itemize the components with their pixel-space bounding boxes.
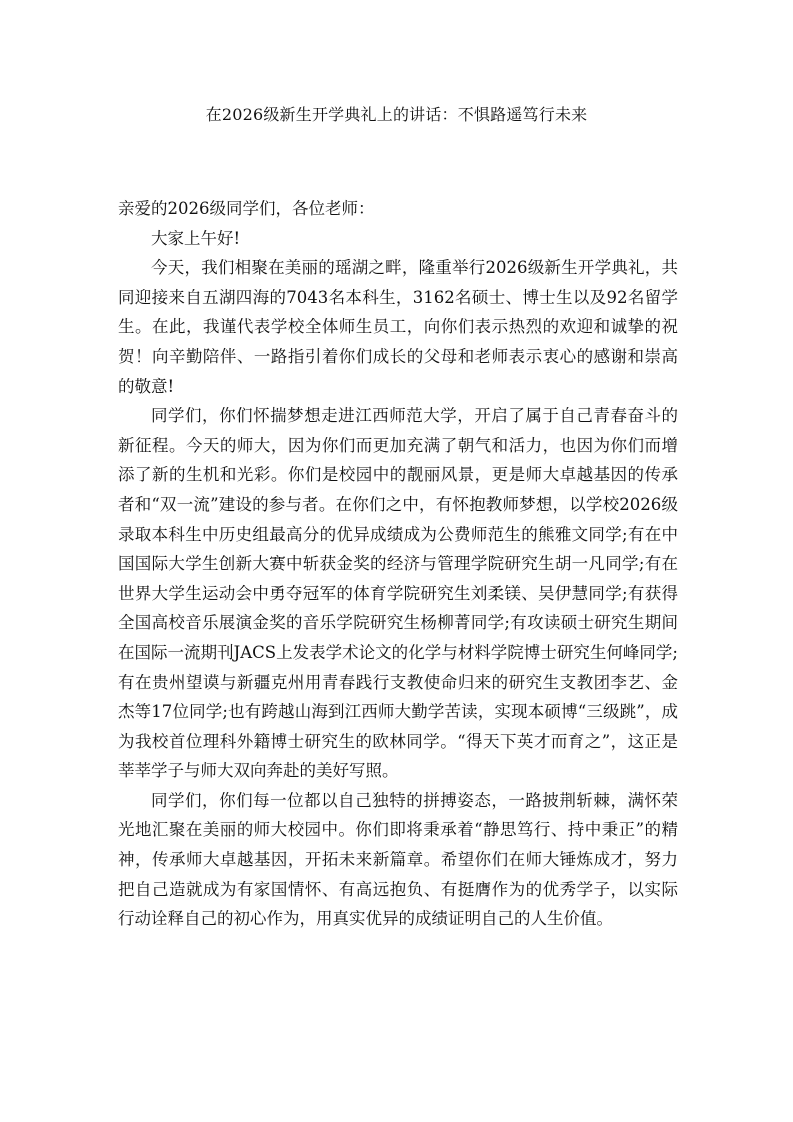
document-title: 在2026级新生开学典礼上的讲话：不惧路遥笃行未来 [205, 105, 588, 124]
paragraph-expectations: 同学们，你们每一位都以自己独特的拼搏姿态，一路披荆斩棘，满怀荣光地汇聚在美丽的师大校园中。你们即将秉承着“静思笃行、持中秉正”的精神，传承师大卓越基因，开拓未来新篇章。希望你们在师大锤炼成才，努力把自己造就成为有家国情怀、有高远抱负、有挺膺作为的优秀学子，以实际行动诠释自己的初心作为，用真实优异的成绩证明自己的人生价值。 [118, 790, 678, 929]
greeting: 大家上午好! [151, 228, 241, 248]
paragraph-students: 同学们，你们怀揣梦想走进江西师范大学，开启了属于自己青春奋斗的新征程。今天的师大，因为你们而更加充满了朝气和活力，也因为你们而增添了新的生机和光彩。你们是校园中的靓丽风景，更是师大卓越基因的传承者和“双一流”建设的参与者。在你们之中，有怀抱教师梦想，以学校2026级录取本科生中历史组最高分的优异成绩成为公费师范生的熊雅文同学;有在中国国际大学生创新大赛中斩获金奖的经济与管理学院研究生胡一凡同学;有在世界大学生运动会中勇夺冠军的体育学院研究生刘柔镁、吴伊慧同学;有获得全国高校音乐展演金奖的音乐学院研究生杨柳菁同学;有攻读硕士研究生期间在国际一流期刊JACS上发表学术论文的化学与材料学院博士研究生何峰同学;有在贵州望谟与新疆克州用青春践行支教使命归来的研究生支教团李艺、金杰等17位同学;也有跨越山海到江西师大勤学苦读，实现本硕博“三级跳”，成为我校首位理科外籍博士研究生的欧林同学。“得天下英才而育之”，这正是莘莘学子与师大双向奔赴的美好写照。 [118, 406, 678, 781]
paragraph-welcome: 今天，我们相聚在美丽的瑶湖之畔，隆重举行2026级新生开学典礼，共同迎接来自五湖四海的7043名本科生，3162名硕士、博士生以及92名留学生。在此，我谨代表学校全体师生员工，向你们表示热烈的欢迎和诚挚的祝贺！向辛勤陪伴、一路指引着你们成长的父母和老师表示衷心的感谢和崇高的敬意! [118, 258, 678, 396]
document-body [118, 194, 678, 934]
salutation: 亲爱的2026级同学们，各位老师： [118, 199, 375, 218]
